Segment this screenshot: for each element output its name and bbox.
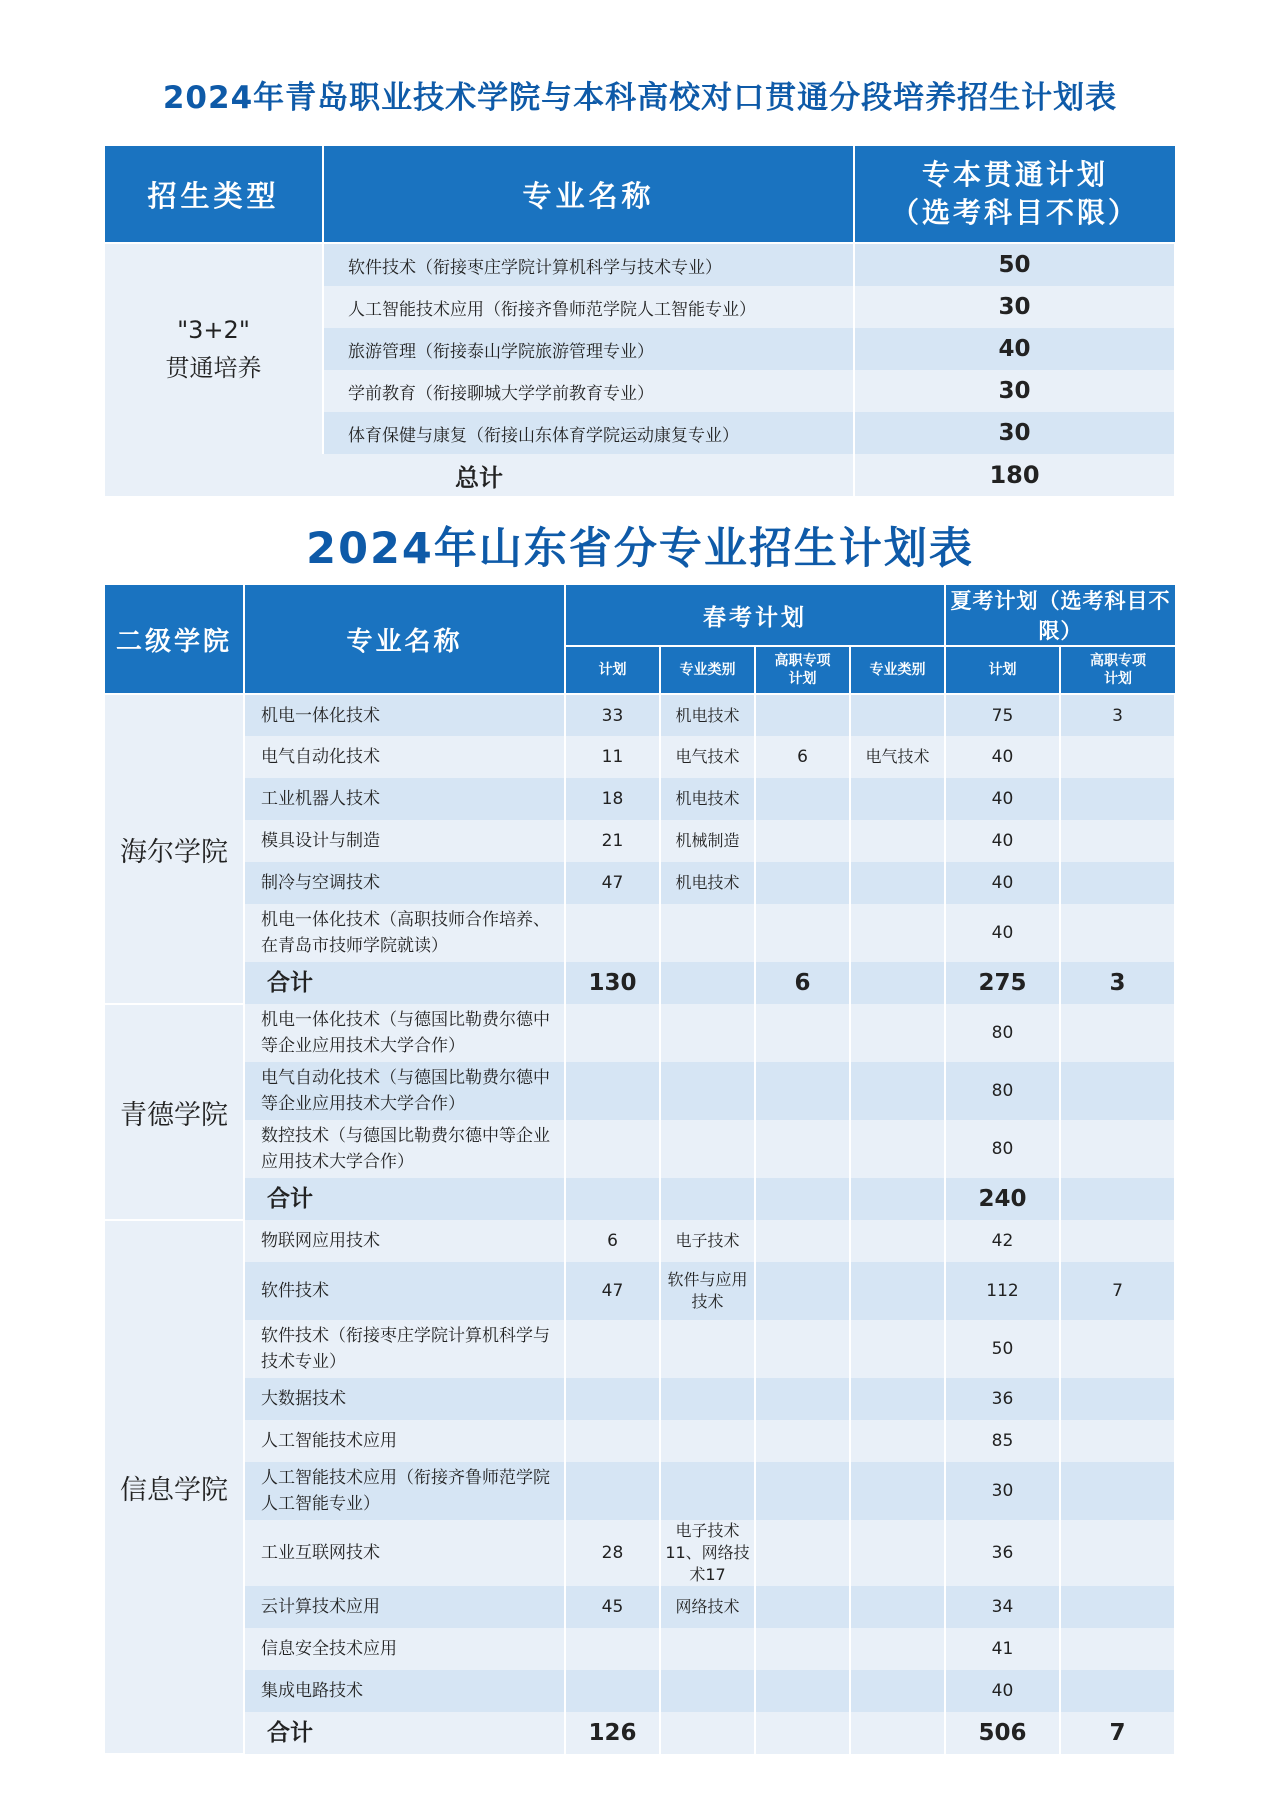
spring-category [660,1004,755,1062]
type-line2: 贯通培养 [165,354,262,382]
spring-category [660,1062,755,1120]
major-name: 人工智能技术应用（衔接齐鲁师范学院人工智能专业） [323,286,854,328]
spring-quota: 28 [565,1520,660,1586]
type-line1: "3+2" [177,316,250,344]
major-name: 旅游管理（衔接泰山学院旅游管理专业） [323,328,854,370]
spring-special-category [850,1586,945,1628]
header-major: 专业名称 [244,585,565,694]
spring-quota [565,1670,660,1712]
spring-quota [565,1062,660,1120]
major-name: 软件技术（衔接枣庄学院计算机科学与技术专业） [244,1320,565,1378]
table-row [105,1462,1175,1520]
plan-value: 30 [854,370,1175,412]
summer-quota: 40 [945,736,1060,778]
table-row [105,1120,1175,1178]
header-college: 二级学院 [105,585,244,694]
subtotal-spring-quota [565,1178,660,1220]
spring-special [755,1462,850,1520]
total-row [105,454,1175,496]
summer-special: 3 [1060,694,1175,736]
summer-quota: 112 [945,1262,1060,1320]
major-name: 机电一体化技术 [244,694,565,736]
spring-special [755,1320,850,1378]
table-row [105,1220,1175,1262]
major-name: 人工智能技术应用（衔接齐鲁师范学院人工智能专业） [244,1462,565,1520]
spring-special [755,1120,850,1178]
table-row [105,1520,1175,1586]
summer-special [1060,904,1175,962]
major-name: 模具设计与制造 [244,820,565,862]
summer-special: 7 [1060,1262,1175,1320]
summer-quota: 50 [945,1320,1060,1378]
header-spring-special-l1: 高职专项 [774,653,831,669]
table-row [105,820,1175,862]
subtotal-spring-special-category [850,962,945,1004]
table-row [105,1004,1175,1062]
spring-special-category [850,1320,945,1378]
spring-special [755,820,850,862]
summer-special [1060,1628,1175,1670]
major-name: 工业机器人技术 [244,778,565,820]
subtotal-spring-special-category [850,1178,945,1220]
subtotal-row [105,962,1175,1004]
college-name: 青德学院 [105,1004,244,1220]
header-plan-line1: 专本贯通计划 [921,158,1108,191]
subtotal-spring-special [755,1712,850,1754]
major-name: 工业互联网技术 [244,1520,565,1586]
major-name: 电气自动化技术（与德国比勒费尔德中等企业应用技术大学合作） [244,1062,565,1120]
major-name: 集成电路技术 [244,1670,565,1712]
spring-category: 软件与应用技术 [660,1262,755,1320]
spring-special-category [850,1262,945,1320]
summer-special [1060,1420,1175,1462]
spring-special [755,862,850,904]
table-row [105,1262,1175,1320]
subtotal-label: 合计 [244,1178,565,1220]
table1-header-row [105,146,1175,243]
table-row [105,1062,1175,1120]
summer-special [1060,1062,1175,1120]
table-row [105,694,1175,736]
summer-quota: 80 [945,1062,1060,1120]
spring-special-category [850,1420,945,1462]
header-spring-special-category: 专业类别 [850,646,945,694]
summer-special [1060,778,1175,820]
spring-special-category [850,820,945,862]
summer-quota: 30 [945,1462,1060,1520]
spring-special-category: 电气技术 [850,736,945,778]
table-row [105,778,1175,820]
table2-title: 2024年山东省分专业招生计划表 [306,524,974,574]
subtotal-label: 合计 [244,1712,565,1754]
subtotal-summer-special [1060,1178,1175,1220]
spring-category [660,1420,755,1462]
table2-header-row-1 [105,585,1175,646]
summer-quota: 85 [945,1420,1060,1462]
major-name: 制冷与空调技术 [244,862,565,904]
spring-special [755,1220,850,1262]
table-row [105,1420,1175,1462]
spring-category [660,1120,755,1178]
table-row [105,243,1175,286]
subtotal-spring-quota: 130 [565,962,660,1004]
table-row [105,1320,1175,1378]
header-spring-category: 专业类别 [660,646,755,694]
header-major: 专业名称 [323,146,854,243]
plan-value: 40 [854,328,1175,370]
summer-special [1060,1378,1175,1420]
spring-category [660,1628,755,1670]
spring-quota [565,1378,660,1420]
spring-special [755,778,850,820]
total-label: 总计 [105,454,854,496]
spring-special-category [850,778,945,820]
subtotal-spring-special [755,1178,850,1220]
table-row [105,1670,1175,1712]
major-name: 体育保健与康复（衔接山东体育学院运动康复专业） [323,412,854,454]
subtotal-summer-quota: 506 [945,1712,1060,1754]
header-plan [854,146,1175,243]
spring-category: 网络技术 [660,1586,755,1628]
header-spring-special-l2: 计划 [788,671,817,687]
spring-special [755,1004,850,1062]
subtotal-summer-special: 7 [1060,1712,1175,1754]
header-plan-line2: （选考科目不限） [890,196,1139,229]
summer-quota: 80 [945,1120,1060,1178]
summer-quota: 41 [945,1628,1060,1670]
major-name: 机电一体化技术（与德国比勒费尔德中等企业应用技术大学合作） [244,1004,565,1062]
spring-quota: 6 [565,1220,660,1262]
major-name: 软件技术 [244,1262,565,1320]
spring-special-category [850,1520,945,1586]
plan-value: 30 [854,412,1175,454]
spring-quota [565,904,660,962]
header-summer-special-l1: 高职专项 [1090,653,1146,669]
spring-special-category [850,1670,945,1712]
spring-quota: 45 [565,1586,660,1628]
spring-special [755,1378,850,1420]
total-value: 180 [854,454,1175,496]
spring-special-category [850,1628,945,1670]
spring-quota: 21 [565,820,660,862]
spring-category [660,1462,755,1520]
subtotal-row [105,1712,1175,1754]
subtotal-spring-quota: 126 [565,1712,660,1754]
spring-special-category [850,1220,945,1262]
table-row [105,1378,1175,1420]
table-row [105,736,1175,778]
spring-special-category [850,1062,945,1120]
table-row [105,1586,1175,1628]
table-row [105,862,1175,904]
spring-quota [565,1462,660,1520]
spring-quota [565,1420,660,1462]
spring-special [755,1062,850,1120]
spring-special [755,904,850,962]
header-spring-quota: 计划 [565,646,660,694]
spring-special [755,1586,850,1628]
spring-category: 电子技术 [660,1220,755,1262]
summer-quota: 36 [945,1378,1060,1420]
summer-quota: 40 [945,904,1060,962]
spring-category [660,1320,755,1378]
enrollment-type-cell [105,243,323,454]
subtotal-summer-quota: 240 [945,1178,1060,1220]
summer-special [1060,1462,1175,1520]
spring-category [660,1670,755,1712]
header-summer-plan: 夏考计划（选考科目不限） [945,585,1175,646]
summer-quota: 34 [945,1586,1060,1628]
major-name: 电气自动化技术 [244,736,565,778]
college-name: 信息学院 [105,1220,244,1754]
joint-training-plan-table [105,146,1176,496]
spring-quota: 47 [565,862,660,904]
spring-quota: 47 [565,1262,660,1320]
major-enrollment-plan-table [105,585,1176,1755]
header-type: 招生类型 [105,146,323,243]
spring-special [755,694,850,736]
table-row [105,1628,1175,1670]
spring-category: 机电技术 [660,778,755,820]
major-name: 云计算技术应用 [244,1586,565,1628]
spring-category [660,904,755,962]
summer-quota: 36 [945,1520,1060,1586]
summer-quota: 42 [945,1220,1060,1262]
major-name: 学前教育（衔接聊城大学学前教育专业） [323,370,854,412]
spring-quota: 33 [565,694,660,736]
header-spring-special [755,646,850,694]
major-name: 软件技术（衔接枣庄学院计算机科学与技术专业） [323,243,854,286]
major-name: 大数据技术 [244,1378,565,1420]
major-name: 物联网应用技术 [244,1220,565,1262]
summer-special [1060,862,1175,904]
summer-quota: 40 [945,1670,1060,1712]
summer-special [1060,1586,1175,1628]
spring-category: 电气技术 [660,736,755,778]
subtotal-spring-special: 6 [755,962,850,1004]
summer-quota: 75 [945,694,1060,736]
spring-category [660,1378,755,1420]
summer-special [1060,1520,1175,1586]
spring-special-category [850,904,945,962]
spring-special-category [850,1462,945,1520]
header-summer-special-l2: 计划 [1104,671,1132,687]
table2-body [105,694,1175,1754]
summer-special [1060,1670,1175,1712]
summer-special [1060,1004,1175,1062]
spring-quota: 18 [565,778,660,820]
spring-quota [565,1120,660,1178]
subtotal-summer-quota: 275 [945,962,1060,1004]
spring-special [755,1670,850,1712]
subtotal-spring-category [660,962,755,1004]
major-name: 人工智能技术应用 [244,1420,565,1462]
subtotal-row [105,1178,1175,1220]
subtotal-spring-category [660,1178,755,1220]
spring-special [755,1262,850,1320]
spring-category: 机械制造 [660,820,755,862]
spring-quota [565,1004,660,1062]
spring-special-category [850,1378,945,1420]
major-name: 数控技术（与德国比勒费尔德中等企业应用技术大学合作） [244,1120,565,1178]
spring-special: 6 [755,736,850,778]
spring-quota [565,1628,660,1670]
major-name: 机电一体化技术（高职技师合作培养、在青岛市技师学院就读） [244,904,565,962]
summer-special [1060,1220,1175,1262]
summer-special [1060,736,1175,778]
spring-special-category [850,862,945,904]
spring-special [755,1520,850,1586]
spring-category: 机电技术 [660,694,755,736]
college-name: 海尔学院 [105,694,244,1004]
header-summer-special [1060,646,1175,694]
spring-category: 机电技术 [660,862,755,904]
spring-quota [565,1320,660,1378]
subtotal-spring-special-category [850,1712,945,1754]
subtotal-summer-special: 3 [1060,962,1175,1004]
spring-category: 电子技术11、网络技术17 [660,1520,755,1586]
subtotal-spring-category [660,1712,755,1754]
summer-special [1060,1120,1175,1178]
summer-quota: 40 [945,778,1060,820]
header-spring-plan: 春考计划 [565,585,945,646]
spring-quota: 11 [565,736,660,778]
summer-quota: 80 [945,1004,1060,1062]
spring-special-category [850,694,945,736]
header-summer-quota: 计划 [945,646,1060,694]
spring-special-category [850,1120,945,1178]
summer-quota: 40 [945,820,1060,862]
plan-value: 50 [854,243,1175,286]
table1-title: 2024年青岛职业技术学院与本科高校对口贯通分段培养招生计划表 [162,80,1118,116]
summer-special [1060,1320,1175,1378]
spring-special-category [850,1004,945,1062]
summer-special [1060,820,1175,862]
major-name: 信息安全技术应用 [244,1628,565,1670]
subtotal-label: 合计 [244,962,565,1004]
summer-quota: 40 [945,862,1060,904]
spring-special [755,1628,850,1670]
spring-special [755,1420,850,1462]
plan-value: 30 [854,286,1175,328]
table-row [105,904,1175,962]
